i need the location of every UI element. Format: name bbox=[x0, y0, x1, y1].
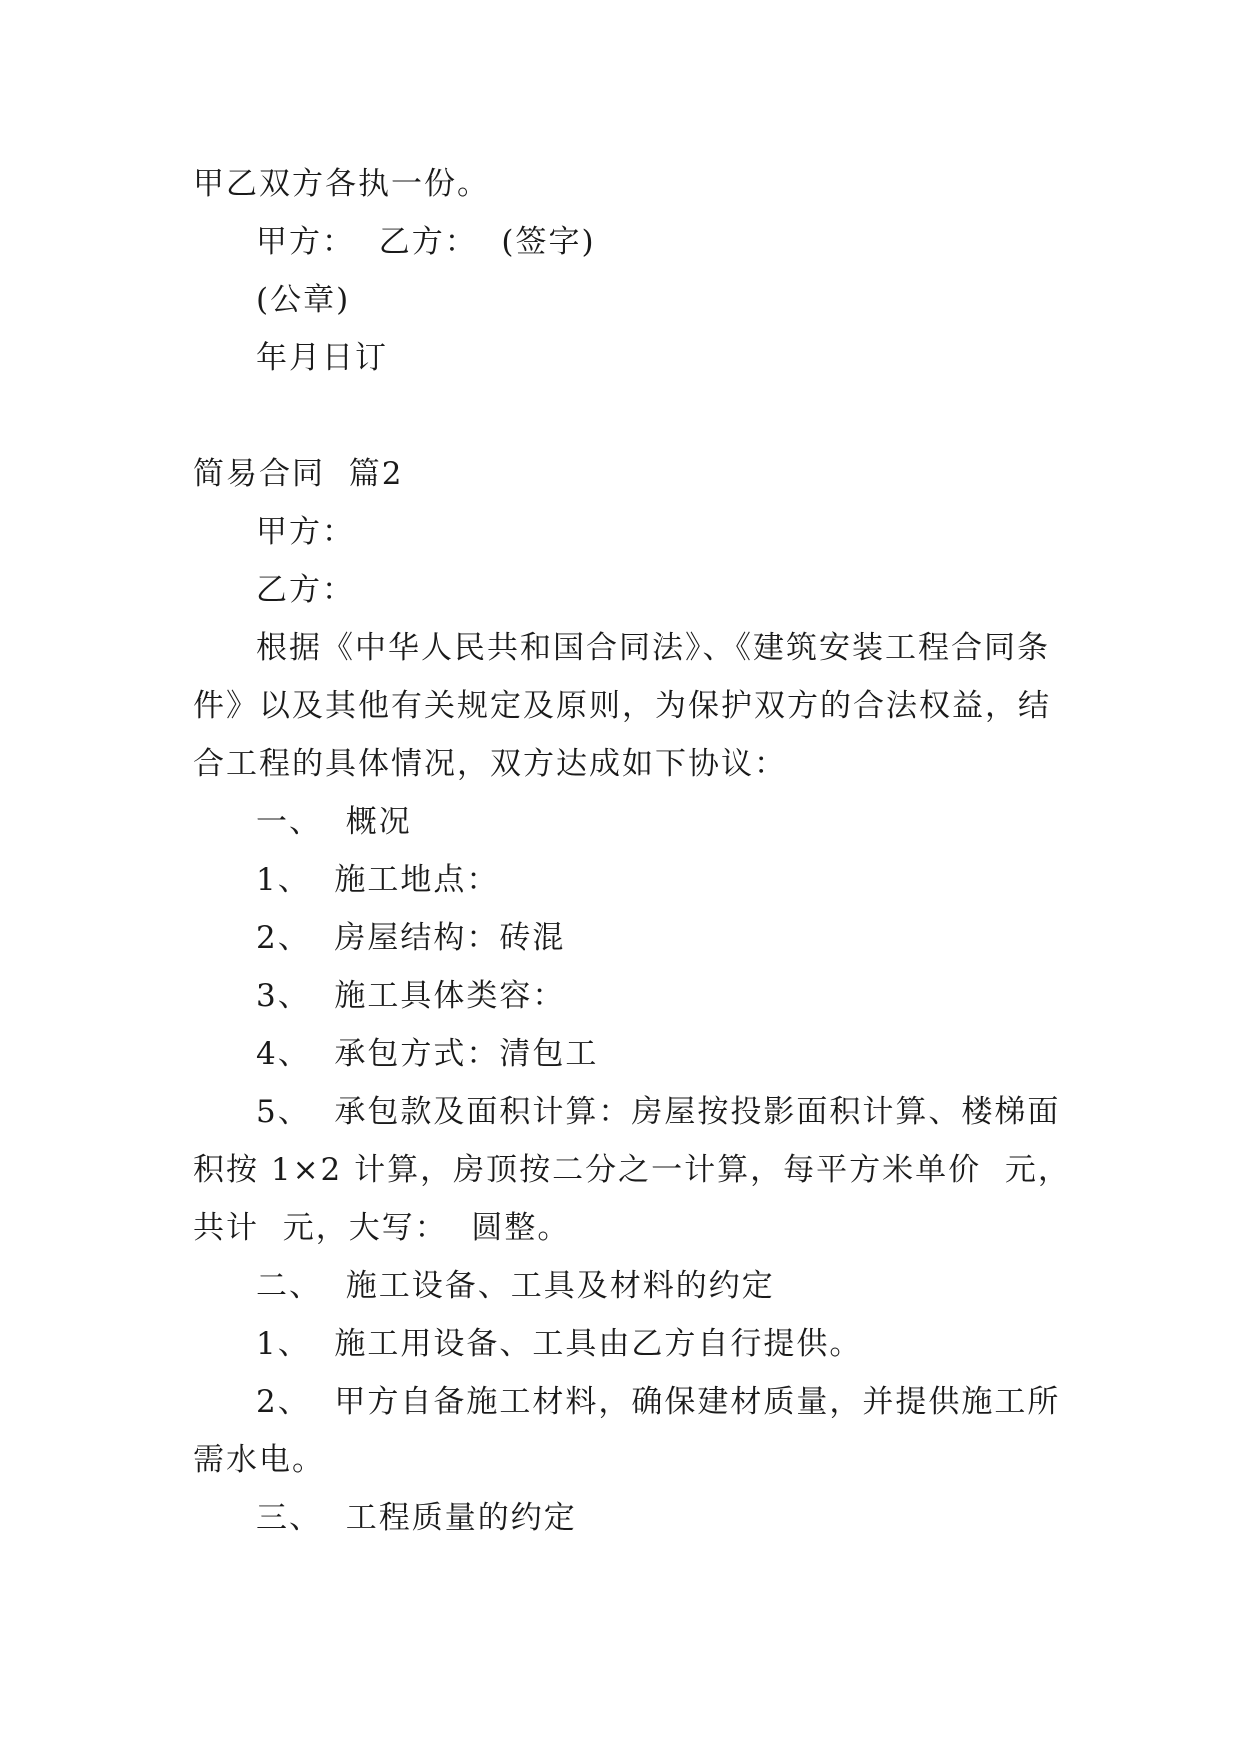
preamble-line-2: 件》以及其他有关规定及原则，为保护双方的合法权益，结 bbox=[193, 688, 1051, 724]
clause-content: 3、 施工具体类容： bbox=[256, 978, 566, 1014]
clause-payment-line-3: 共计 元，大写： 圆整。 bbox=[193, 1210, 571, 1246]
party-b-line: 乙方： bbox=[256, 572, 355, 608]
clause-materials-line-2: 需水电。 bbox=[193, 1442, 325, 1478]
section-title: 简易合同 篇2 bbox=[193, 456, 404, 492]
closing-copies-line: 甲乙双方各执一份。 bbox=[193, 166, 490, 202]
clause-payment-line-2: 积按 1×2 计算，房顶按二分之一计算，每平方米单价 元， bbox=[193, 1152, 1071, 1188]
heading-quality: 三、 工程质量的约定 bbox=[256, 1500, 577, 1536]
clause-location: 1、 施工地点： bbox=[256, 862, 500, 898]
signing-date-line: 年月日订 bbox=[256, 340, 388, 376]
clause-materials-line-1: 2、 甲方自备施工材料，确保建材质量，并提供施工所 bbox=[256, 1384, 1061, 1420]
clause-contract-method: 4、 承包方式：清包工 bbox=[256, 1036, 599, 1072]
heading-overview: 一、 概况 bbox=[256, 804, 412, 840]
official-seal-line: (公章) bbox=[256, 282, 351, 318]
signature-parties-line: 甲方： 乙方： (签字) bbox=[256, 224, 596, 260]
preamble-line-1: 根据《中华人民共和国合同法》、《建筑安装工程合同条 bbox=[256, 630, 1050, 666]
party-a-line: 甲方： bbox=[256, 514, 355, 550]
clause-equipment-provider: 1、 施工用设备、工具由乙方自行提供。 bbox=[256, 1326, 863, 1362]
clause-payment-line-1: 5、 承包款及面积计算：房屋按投影面积计算、楼梯面 bbox=[256, 1094, 1061, 1130]
clause-structure: 2、 房屋结构：砖混 bbox=[256, 920, 566, 956]
heading-equipment: 二、 施工设备、工具及材料的约定 bbox=[256, 1268, 775, 1304]
preamble-line-3: 合工程的具体情况，双方达成如下协议： bbox=[193, 746, 787, 782]
